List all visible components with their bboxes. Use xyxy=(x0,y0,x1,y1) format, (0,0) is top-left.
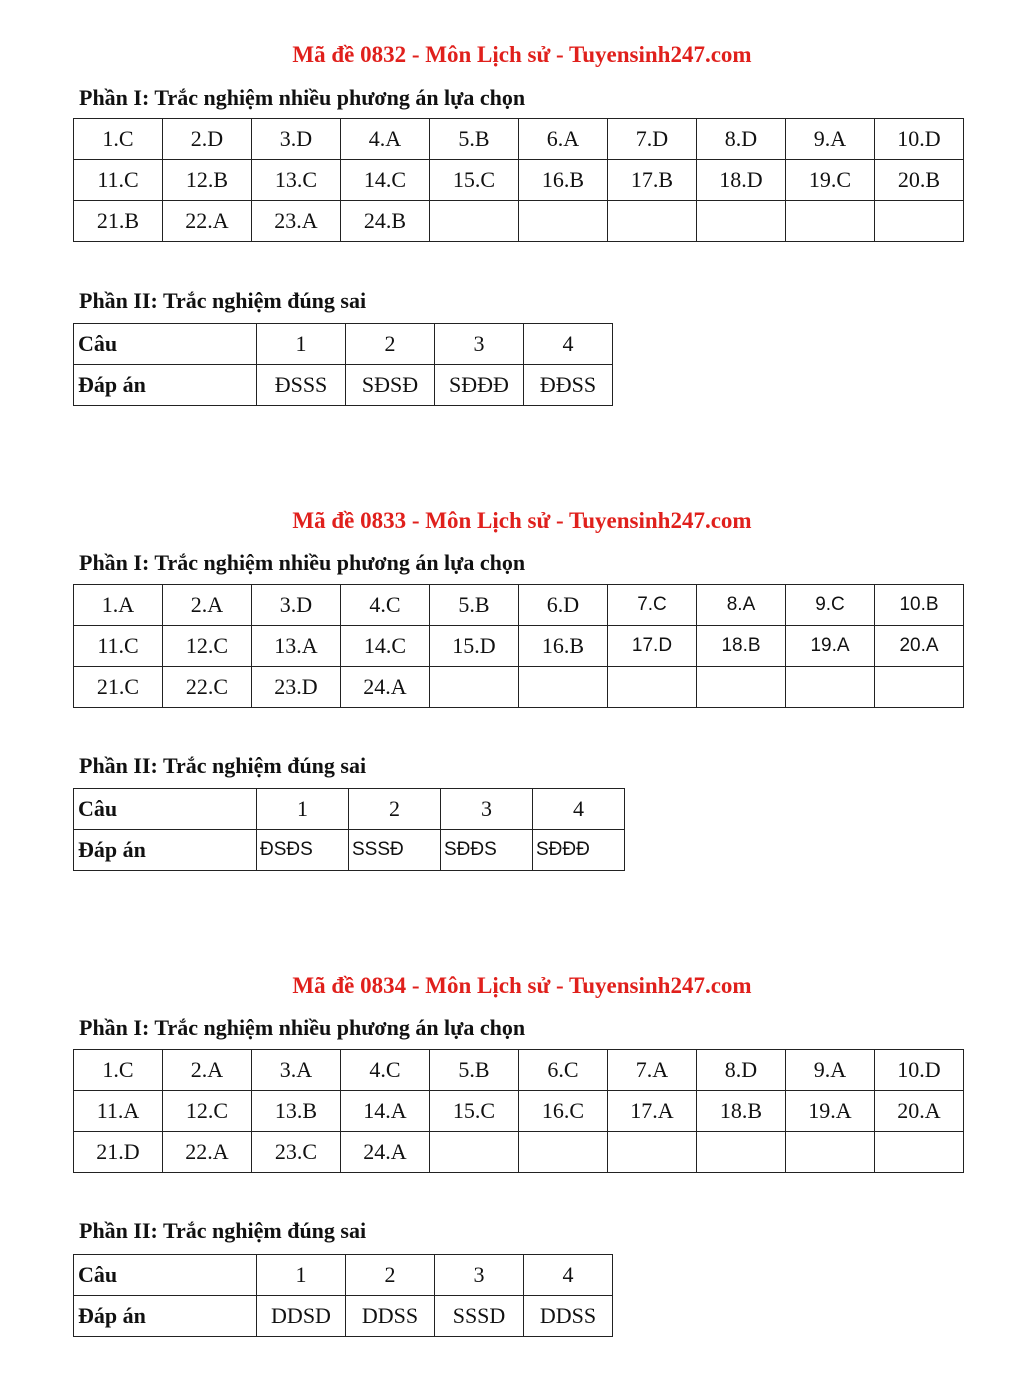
answer-cell xyxy=(608,667,697,708)
table-row xyxy=(74,324,613,365)
answer-cell: 10.D xyxy=(875,1050,964,1091)
answer-cell: 22.A xyxy=(163,201,252,242)
answer-cell: SĐĐĐ xyxy=(435,365,524,406)
part2-heading: Phần II: Trắc nghiệm đúng sai xyxy=(79,288,367,313)
answer-cell: 20.B xyxy=(875,160,964,201)
part1-heading: Phần I: Trắc nghiệm nhiều phương án lựa chọn xyxy=(79,550,526,575)
table-row xyxy=(74,1091,964,1132)
answer-cell xyxy=(875,1132,964,1173)
exam-title: Mã đề 0832 - Môn Lịch sử - Tuyensinh247.com xyxy=(292,42,752,67)
answer-cell: 19.A xyxy=(786,1091,875,1132)
answer-cell: 1.C xyxy=(74,1050,163,1091)
answer-cell: 10.B xyxy=(875,585,964,626)
answer-cell: 5.B xyxy=(430,119,519,160)
answer-cell: 17.D xyxy=(608,626,697,667)
question-number: 2 xyxy=(349,789,441,830)
answer-header: Đáp án xyxy=(74,365,257,406)
answer-cell: 14.A xyxy=(341,1091,430,1132)
answer-cell xyxy=(519,667,608,708)
answer-cell: SĐSĐ xyxy=(346,365,435,406)
answer-cell xyxy=(786,1132,875,1173)
answer-cell xyxy=(430,201,519,242)
answer-cell: SSSD xyxy=(435,1296,524,1337)
answer-cell: 15.C xyxy=(430,1091,519,1132)
answer-cell: 9.A xyxy=(786,1050,875,1091)
answer-cell xyxy=(875,201,964,242)
answer-cell xyxy=(697,201,786,242)
answer-cell: 23.C xyxy=(252,1132,341,1173)
part1-answer-table xyxy=(73,118,964,242)
answer-cell: 11.A xyxy=(74,1091,163,1132)
part1-answer-table xyxy=(73,584,964,708)
answer-cell: 12.C xyxy=(163,1091,252,1132)
question-number: 3 xyxy=(435,324,524,365)
answer-cell: 21.D xyxy=(74,1132,163,1173)
answer-header: Đáp án xyxy=(74,830,257,871)
answer-cell: 7.D xyxy=(608,119,697,160)
answer-cell: 5.B xyxy=(430,585,519,626)
answer-cell: 12.B xyxy=(163,160,252,201)
answer-cell: 18.D xyxy=(697,160,786,201)
table-row xyxy=(74,585,964,626)
table-row xyxy=(74,626,964,667)
answer-cell: ĐSSS xyxy=(257,365,346,406)
question-number: 2 xyxy=(346,324,435,365)
table-row xyxy=(74,201,964,242)
table-row xyxy=(74,365,613,406)
table-row xyxy=(74,119,964,160)
question-number: 1 xyxy=(257,1255,346,1296)
answer-cell: 16.C xyxy=(519,1091,608,1132)
part2-answer-table xyxy=(73,788,625,871)
answer-cell: DDSS xyxy=(524,1296,613,1337)
question-number: 2 xyxy=(346,1255,435,1296)
answer-cell: 19.C xyxy=(786,160,875,201)
question-number: 3 xyxy=(441,789,533,830)
answer-cell: 17.A xyxy=(608,1091,697,1132)
answer-cell xyxy=(519,1132,608,1173)
answer-cell: 21.C xyxy=(74,667,163,708)
table-row xyxy=(74,1255,613,1296)
answer-cell xyxy=(697,667,786,708)
table-row xyxy=(74,1050,964,1091)
question-header: Câu xyxy=(74,324,257,365)
answer-cell: 5.B xyxy=(430,1050,519,1091)
answer-cell: 16.B xyxy=(519,160,608,201)
answer-cell: 16.B xyxy=(519,626,608,667)
answer-cell: 11.C xyxy=(74,626,163,667)
answer-cell: 20.A xyxy=(875,626,964,667)
question-number: 3 xyxy=(435,1255,524,1296)
answer-cell: 22.C xyxy=(163,667,252,708)
answer-cell: 22.A xyxy=(163,1132,252,1173)
answer-cell: 13.A xyxy=(252,626,341,667)
table-row xyxy=(74,160,964,201)
answer-cell: 10.D xyxy=(875,119,964,160)
part2-answer-table xyxy=(73,1254,613,1337)
answer-cell: DDSS xyxy=(346,1296,435,1337)
answer-cell: 14.C xyxy=(341,626,430,667)
answer-cell: 24.B xyxy=(341,201,430,242)
answer-header: Đáp án xyxy=(74,1296,257,1337)
answer-cell: 20.A xyxy=(875,1091,964,1132)
answer-cell: 23.D xyxy=(252,667,341,708)
part2-heading: Phần II: Trắc nghiệm đúng sai xyxy=(79,1218,367,1243)
answer-cell: 23.A xyxy=(252,201,341,242)
table-row xyxy=(74,789,625,830)
question-number: 4 xyxy=(524,324,613,365)
answer-cell: 2.D xyxy=(163,119,252,160)
answer-cell xyxy=(697,1132,786,1173)
answer-cell: 13.C xyxy=(252,160,341,201)
answer-cell: ĐĐSS xyxy=(524,365,613,406)
answer-cell: SSSĐ xyxy=(349,830,441,871)
part1-heading: Phần I: Trắc nghiệm nhiều phương án lựa chọn xyxy=(79,85,526,110)
answer-cell: SĐĐS xyxy=(441,830,533,871)
answer-cell xyxy=(608,201,697,242)
answer-cell: SĐĐĐ xyxy=(533,830,625,871)
exam-title: Mã đề 0833 - Môn Lịch sử - Tuyensinh247.com xyxy=(292,508,752,533)
answer-cell: 18.B xyxy=(697,626,786,667)
table-row xyxy=(74,1296,613,1337)
answer-cell: 13.B xyxy=(252,1091,341,1132)
question-number: 4 xyxy=(524,1255,613,1296)
answer-cell: 9.C xyxy=(786,585,875,626)
answer-cell: 1.A xyxy=(74,585,163,626)
answer-cell xyxy=(430,1132,519,1173)
question-header: Câu xyxy=(74,789,257,830)
answer-cell: DDSD xyxy=(257,1296,346,1337)
table-row xyxy=(74,667,964,708)
answer-cell xyxy=(875,667,964,708)
answer-cell: 15.C xyxy=(430,160,519,201)
part2-heading: Phần II: Trắc nghiệm đúng sai xyxy=(79,753,367,778)
answer-cell: 4.C xyxy=(341,585,430,626)
part2-answer-table xyxy=(73,323,613,406)
answer-cell: 4.A xyxy=(341,119,430,160)
answer-cell: 6.A xyxy=(519,119,608,160)
answer-cell: 8.D xyxy=(697,119,786,160)
table-row xyxy=(74,1132,964,1173)
answer-cell: 6.D xyxy=(519,585,608,626)
answer-cell: 19.A xyxy=(786,626,875,667)
answer-cell: 3.D xyxy=(252,119,341,160)
table-row xyxy=(74,830,625,871)
answer-cell xyxy=(608,1132,697,1173)
part1-heading: Phần I: Trắc nghiệm nhiều phương án lựa chọn xyxy=(79,1015,526,1040)
answer-cell: 7.A xyxy=(608,1050,697,1091)
answer-cell: 12.C xyxy=(163,626,252,667)
answer-cell: 18.B xyxy=(697,1091,786,1132)
answer-cell: 15.D xyxy=(430,626,519,667)
answer-cell: 8.D xyxy=(697,1050,786,1091)
question-header: Câu xyxy=(74,1255,257,1296)
answer-cell: ĐSĐS xyxy=(257,830,349,871)
answer-cell xyxy=(786,667,875,708)
answer-cell: 1.C xyxy=(74,119,163,160)
answer-cell: 11.C xyxy=(74,160,163,201)
answer-cell: 6.C xyxy=(519,1050,608,1091)
question-number: 4 xyxy=(533,789,625,830)
question-number: 1 xyxy=(257,324,346,365)
part1-answer-table xyxy=(73,1049,964,1173)
answer-cell: 8.A xyxy=(697,585,786,626)
answer-cell: 24.A xyxy=(341,667,430,708)
answer-cell: 9.A xyxy=(786,119,875,160)
question-number: 1 xyxy=(257,789,349,830)
exam-title: Mã đề 0834 - Môn Lịch sử - Tuyensinh247.com xyxy=(292,973,752,998)
answer-cell: 3.D xyxy=(252,585,341,626)
answer-cell xyxy=(430,667,519,708)
answer-cell xyxy=(786,201,875,242)
answer-cell: 2.A xyxy=(163,585,252,626)
answer-cell xyxy=(519,201,608,242)
answer-cell: 14.C xyxy=(341,160,430,201)
answer-cell: 2.A xyxy=(163,1050,252,1091)
answer-cell: 4.C xyxy=(341,1050,430,1091)
answer-cell: 21.B xyxy=(74,201,163,242)
answer-cell: 17.B xyxy=(608,160,697,201)
answer-cell: 24.A xyxy=(341,1132,430,1173)
answer-cell: 7.C xyxy=(608,585,697,626)
answer-cell: 3.A xyxy=(252,1050,341,1091)
